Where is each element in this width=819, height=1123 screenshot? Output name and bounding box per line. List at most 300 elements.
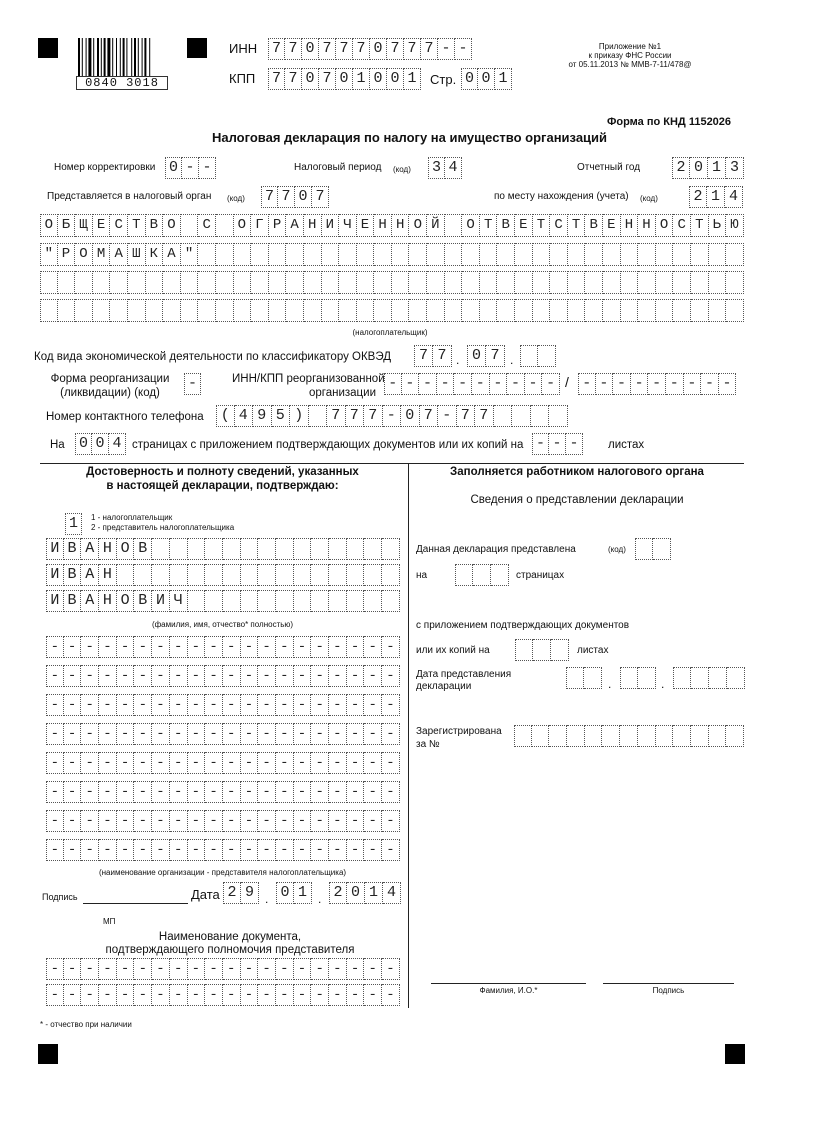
cell[interactable]: Ь [709, 214, 727, 237]
cell[interactable]: - [311, 694, 329, 716]
cell[interactable]: 7 [268, 68, 285, 90]
authority-document-row[interactable] [46, 958, 400, 980]
cell[interactable] [455, 564, 473, 586]
cell[interactable]: - [99, 636, 117, 658]
cell[interactable]: Щ [75, 214, 93, 237]
cell[interactable] [163, 271, 181, 294]
cell[interactable]: - [542, 373, 560, 395]
cell[interactable] [241, 538, 259, 560]
cell[interactable]: 7 [420, 405, 439, 427]
cell[interactable]: - [241, 636, 259, 658]
cell[interactable]: - [46, 636, 64, 658]
cell[interactable]: - [437, 373, 455, 395]
submission-date-month[interactable] [620, 667, 656, 689]
cell[interactable]: - [294, 781, 312, 803]
cell[interactable]: - [364, 984, 382, 1006]
cell[interactable]: - [64, 984, 82, 1006]
cell[interactable]: - [99, 752, 117, 774]
submission-pages-field[interactable] [455, 564, 509, 586]
cell[interactable]: Б [58, 214, 76, 237]
cell[interactable]: - [223, 694, 241, 716]
cell[interactable]: - [276, 810, 294, 832]
cell[interactable]: - [382, 636, 400, 658]
cell[interactable] [621, 299, 639, 322]
cell[interactable] [497, 299, 515, 322]
cell[interactable] [181, 214, 199, 237]
cell[interactable]: - [490, 373, 508, 395]
cell[interactable]: - [152, 958, 170, 980]
cell[interactable]: М [93, 243, 111, 266]
cell[interactable]: - [347, 839, 365, 861]
cell[interactable] [409, 271, 427, 294]
cell[interactable]: 4 [109, 433, 126, 455]
cell[interactable]: - [134, 984, 152, 1006]
cell[interactable] [117, 564, 135, 586]
cell[interactable]: А [81, 538, 99, 560]
cell[interactable] [364, 538, 382, 560]
right-signature-line[interactable] [603, 983, 734, 984]
cell[interactable]: 7 [404, 38, 421, 60]
cell[interactable]: О [75, 243, 93, 266]
cell[interactable] [568, 243, 586, 266]
signer-type-field[interactable] [65, 513, 82, 535]
cell[interactable]: 7 [364, 405, 383, 427]
cell[interactable]: - [438, 405, 457, 427]
cell[interactable] [549, 405, 568, 427]
cell[interactable]: - [205, 810, 223, 832]
cell[interactable]: - [241, 839, 259, 861]
cell[interactable]: А [110, 243, 128, 266]
cell[interactable] [491, 564, 509, 586]
cell[interactable] [656, 725, 674, 747]
cell[interactable]: - [46, 752, 64, 774]
cell[interactable]: 0 [387, 68, 404, 90]
cell[interactable]: Е [357, 214, 375, 237]
cell[interactable] [152, 564, 170, 586]
cell[interactable] [339, 299, 357, 322]
location-code-field[interactable] [689, 186, 743, 208]
cell[interactable]: Ш [128, 243, 146, 266]
submission-date-year[interactable] [673, 667, 745, 689]
cell[interactable] [357, 271, 375, 294]
cell[interactable]: ) [290, 405, 309, 427]
cell[interactable] [241, 590, 259, 612]
cell[interactable]: - [311, 636, 329, 658]
date-month-field[interactable] [276, 882, 312, 904]
representative-org-row[interactable] [46, 723, 400, 745]
cell[interactable]: - [347, 984, 365, 1006]
cell[interactable]: - [81, 958, 99, 980]
taxpayer-name-row-2[interactable] [40, 243, 744, 266]
cell[interactable]: - [276, 723, 294, 745]
cell[interactable]: Е [515, 214, 533, 237]
cell[interactable]: А [286, 214, 304, 237]
pages-count-field[interactable] [75, 433, 126, 455]
cell[interactable]: - [205, 752, 223, 774]
cell[interactable]: - [364, 752, 382, 774]
cell[interactable] [531, 405, 550, 427]
cell[interactable]: - [382, 723, 400, 745]
cell[interactable] [198, 271, 216, 294]
cell[interactable]: - [578, 373, 596, 395]
cell[interactable] [462, 271, 480, 294]
cell[interactable]: 0 [92, 433, 109, 455]
cell[interactable]: - [134, 694, 152, 716]
cell[interactable]: 1 [353, 68, 370, 90]
representative-org-row[interactable] [46, 636, 400, 658]
cell[interactable]: - [117, 839, 135, 861]
cell[interactable] [58, 271, 76, 294]
cell[interactable] [445, 214, 463, 237]
cell[interactable]: - [276, 984, 294, 1006]
cell[interactable]: - [294, 839, 312, 861]
cell[interactable] [602, 725, 620, 747]
cell[interactable] [691, 243, 709, 266]
cell[interactable]: - [329, 636, 347, 658]
taxpayer-name-row-3[interactable] [40, 271, 744, 294]
cell[interactable] [205, 564, 223, 586]
cell[interactable]: " [40, 243, 58, 266]
cell[interactable]: - [241, 752, 259, 774]
cell[interactable] [311, 538, 329, 560]
cell[interactable]: - [347, 752, 365, 774]
cell[interactable]: - [46, 984, 64, 1006]
cell[interactable]: О [163, 214, 181, 237]
cell[interactable]: - [182, 157, 199, 179]
cell[interactable] [709, 243, 727, 266]
cell[interactable] [198, 299, 216, 322]
cell[interactable]: - [311, 984, 329, 1006]
cell[interactable] [251, 243, 269, 266]
cell[interactable]: О [409, 214, 427, 237]
cell[interactable]: 1 [365, 882, 383, 904]
cell[interactable]: 0 [276, 882, 294, 904]
cell[interactable]: - [258, 781, 276, 803]
cell[interactable] [691, 667, 709, 689]
cell[interactable]: 1 [495, 68, 512, 90]
cell[interactable]: О [234, 214, 252, 237]
cell[interactable]: - [170, 694, 188, 716]
cell[interactable]: - [81, 752, 99, 774]
cell[interactable]: 7 [261, 186, 278, 208]
cell[interactable]: - [223, 636, 241, 658]
cell[interactable]: Ч [170, 590, 188, 612]
cell[interactable]: - [329, 752, 347, 774]
cell[interactable] [347, 590, 365, 612]
cell[interactable] [216, 243, 234, 266]
cell[interactable]: 7 [319, 38, 336, 60]
cell[interactable]: 2 [672, 157, 690, 179]
cell[interactable]: - [134, 665, 152, 687]
cell[interactable] [110, 271, 128, 294]
copies-sheets-field[interactable] [515, 639, 569, 661]
cell[interactable]: - [46, 781, 64, 803]
cell[interactable] [234, 243, 252, 266]
cell[interactable]: 1 [708, 157, 726, 179]
patronymic-field[interactable] [46, 590, 400, 612]
cell[interactable]: - [170, 636, 188, 658]
cell[interactable]: - [311, 958, 329, 980]
cell[interactable]: Т [691, 214, 709, 237]
cell[interactable] [635, 538, 653, 560]
cell[interactable]: - [117, 665, 135, 687]
cell[interactable] [181, 299, 199, 322]
cell[interactable] [269, 243, 287, 266]
cell[interactable]: - [188, 839, 206, 861]
cell[interactable]: - [241, 781, 259, 803]
cell[interactable]: 4 [725, 186, 743, 208]
cell[interactable] [364, 590, 382, 612]
cell[interactable]: - [223, 810, 241, 832]
cell[interactable]: - [596, 373, 614, 395]
cell[interactable] [322, 243, 340, 266]
cell[interactable]: - [241, 665, 259, 687]
cell[interactable]: - [81, 839, 99, 861]
cell[interactable]: - [170, 958, 188, 980]
cell[interactable] [532, 725, 550, 747]
cell[interactable]: Н [392, 214, 410, 237]
cell[interactable]: - [99, 958, 117, 980]
cell[interactable] [269, 271, 287, 294]
cell[interactable] [188, 564, 206, 586]
cell[interactable] [445, 243, 463, 266]
date-year-field[interactable] [329, 882, 401, 904]
cell[interactable] [462, 299, 480, 322]
cell[interactable] [269, 299, 287, 322]
cell[interactable] [357, 243, 375, 266]
cell[interactable]: Й [427, 214, 445, 237]
cell[interactable]: - [525, 373, 543, 395]
cell[interactable] [382, 590, 400, 612]
cell[interactable]: 0 [370, 38, 387, 60]
cell[interactable]: Т [128, 214, 146, 237]
cell[interactable]: - [329, 665, 347, 687]
cell[interactable] [620, 667, 638, 689]
cell[interactable] [241, 564, 259, 586]
cell[interactable]: - [294, 958, 312, 980]
cell[interactable]: - [382, 810, 400, 832]
cell[interactable] [673, 271, 691, 294]
cell[interactable]: 0 [347, 882, 365, 904]
cell[interactable]: - [347, 810, 365, 832]
cell[interactable]: - [81, 984, 99, 1006]
cell[interactable]: - [347, 723, 365, 745]
cell[interactable]: Н [99, 590, 117, 612]
cell[interactable] [216, 214, 234, 237]
cell[interactable] [347, 564, 365, 586]
cell[interactable]: 4 [383, 882, 401, 904]
cell[interactable]: - [64, 694, 82, 716]
cell[interactable]: Н [99, 538, 117, 560]
cell[interactable]: - [152, 665, 170, 687]
kpp-field[interactable] [268, 68, 421, 90]
cell[interactable] [311, 590, 329, 612]
cell[interactable] [567, 725, 585, 747]
cell[interactable]: - [117, 723, 135, 745]
cell[interactable]: - [258, 694, 276, 716]
cell[interactable]: - [347, 665, 365, 687]
cell[interactable]: - [205, 665, 223, 687]
cell[interactable]: - [329, 839, 347, 861]
cell[interactable]: 0 [461, 68, 478, 90]
correction-number-field[interactable] [165, 157, 216, 179]
cell[interactable] [568, 299, 586, 322]
cell[interactable] [251, 271, 269, 294]
cell[interactable] [638, 299, 656, 322]
cell[interactable]: - [99, 810, 117, 832]
cell[interactable] [188, 538, 206, 560]
cell[interactable]: - [152, 839, 170, 861]
cell[interactable]: - [382, 958, 400, 980]
cell[interactable]: - [382, 694, 400, 716]
cell[interactable]: - [170, 781, 188, 803]
cell[interactable] [533, 271, 551, 294]
cell[interactable] [726, 271, 744, 294]
cell[interactable]: - [258, 810, 276, 832]
cell[interactable]: В [585, 214, 603, 237]
cell[interactable]: 7 [486, 345, 505, 367]
cell[interactable]: - [223, 839, 241, 861]
cell[interactable]: - [99, 694, 117, 716]
cell[interactable]: - [294, 694, 312, 716]
cell[interactable]: А [81, 590, 99, 612]
cell[interactable]: - [384, 373, 402, 395]
cell[interactable]: С [198, 214, 216, 237]
cell[interactable]: И [152, 590, 170, 612]
cell[interactable]: Е [93, 214, 111, 237]
cell[interactable]: - [188, 958, 206, 980]
cell[interactable] [329, 538, 347, 560]
cell[interactable]: 3 [428, 157, 445, 179]
cell[interactable] [673, 299, 691, 322]
cell[interactable] [258, 564, 276, 586]
cell[interactable] [364, 564, 382, 586]
cell[interactable] [322, 271, 340, 294]
cell[interactable]: - [241, 810, 259, 832]
cell[interactable]: 4 [235, 405, 254, 427]
representative-org-row[interactable] [46, 752, 400, 774]
cell[interactable] [515, 243, 533, 266]
cell[interactable]: - [152, 694, 170, 716]
cell[interactable] [374, 271, 392, 294]
cell[interactable] [603, 271, 621, 294]
cell[interactable] [656, 243, 674, 266]
cell[interactable]: - [329, 984, 347, 1006]
representative-org-row[interactable] [46, 839, 400, 861]
cell[interactable]: Т [533, 214, 551, 237]
cell[interactable]: И [46, 590, 64, 612]
cell[interactable] [329, 564, 347, 586]
cell[interactable]: 0 [302, 68, 319, 90]
tax-authority-field[interactable] [261, 186, 329, 208]
cell[interactable]: - [134, 636, 152, 658]
cell[interactable]: - [347, 636, 365, 658]
cell[interactable]: В [64, 564, 82, 586]
cell[interactable] [515, 299, 533, 322]
cell[interactable]: 7 [336, 38, 353, 60]
cell[interactable]: - [170, 810, 188, 832]
cell[interactable]: - [64, 810, 82, 832]
cell[interactable]: - [205, 694, 223, 716]
cell[interactable]: О [40, 214, 58, 237]
cell[interactable]: Ю [726, 214, 744, 237]
cell[interactable]: - [152, 810, 170, 832]
cell[interactable]: - [134, 958, 152, 980]
cell[interactable] [726, 243, 744, 266]
cell[interactable] [480, 243, 498, 266]
cell[interactable] [497, 271, 515, 294]
cell[interactable]: - [46, 839, 64, 861]
cell[interactable]: - [117, 958, 135, 980]
cell[interactable] [234, 299, 252, 322]
cell[interactable]: - [382, 984, 400, 1006]
cell[interactable]: - [117, 636, 135, 658]
submission-code-field[interactable] [635, 538, 671, 560]
cell[interactable] [286, 299, 304, 322]
cell[interactable]: - [64, 636, 82, 658]
cell[interactable]: - [613, 373, 631, 395]
cell[interactable]: - [532, 433, 549, 455]
cell[interactable] [726, 725, 744, 747]
cell[interactable] [621, 271, 639, 294]
cell[interactable]: - [276, 694, 294, 716]
tax-period-field[interactable] [428, 157, 462, 179]
cell[interactable] [656, 271, 674, 294]
cell[interactable]: - [117, 781, 135, 803]
cell[interactable]: - [684, 373, 702, 395]
cell[interactable]: - [152, 752, 170, 774]
cell[interactable]: - [311, 839, 329, 861]
cell[interactable]: - [419, 373, 437, 395]
cell[interactable] [152, 538, 170, 560]
cell[interactable] [494, 405, 513, 427]
cell[interactable]: - [170, 665, 188, 687]
cell[interactable]: - [472, 373, 490, 395]
cell[interactable]: 7 [285, 38, 302, 60]
cell[interactable]: - [188, 752, 206, 774]
cell[interactable] [727, 667, 745, 689]
cell[interactable] [198, 243, 216, 266]
cell[interactable] [276, 564, 294, 586]
cell[interactable] [473, 564, 491, 586]
cell[interactable]: - [152, 984, 170, 1006]
cell[interactable]: - [188, 781, 206, 803]
cell[interactable] [515, 639, 533, 661]
authority-document-row[interactable] [46, 984, 400, 1006]
cell[interactable]: Ч [339, 214, 357, 237]
cell[interactable] [673, 725, 691, 747]
cell[interactable]: - [188, 810, 206, 832]
attachment-sheets-field[interactable] [532, 433, 583, 455]
cell[interactable]: - [438, 38, 455, 60]
cell[interactable]: - [223, 984, 241, 1006]
cell[interactable]: С [550, 214, 568, 237]
cell[interactable] [480, 299, 498, 322]
cell[interactable]: - [64, 752, 82, 774]
cell[interactable] [584, 667, 602, 689]
cell[interactable]: - [241, 984, 259, 1006]
cell[interactable] [566, 667, 584, 689]
cell[interactable]: 1 [404, 68, 421, 90]
cell[interactable] [93, 299, 111, 322]
cell[interactable]: - [46, 665, 64, 687]
cell[interactable]: 0 [75, 433, 92, 455]
cell[interactable] [205, 538, 223, 560]
cell[interactable]: - [276, 958, 294, 980]
representative-org-row[interactable] [46, 781, 400, 803]
cell[interactable]: - [64, 958, 82, 980]
cell[interactable]: - [64, 665, 82, 687]
